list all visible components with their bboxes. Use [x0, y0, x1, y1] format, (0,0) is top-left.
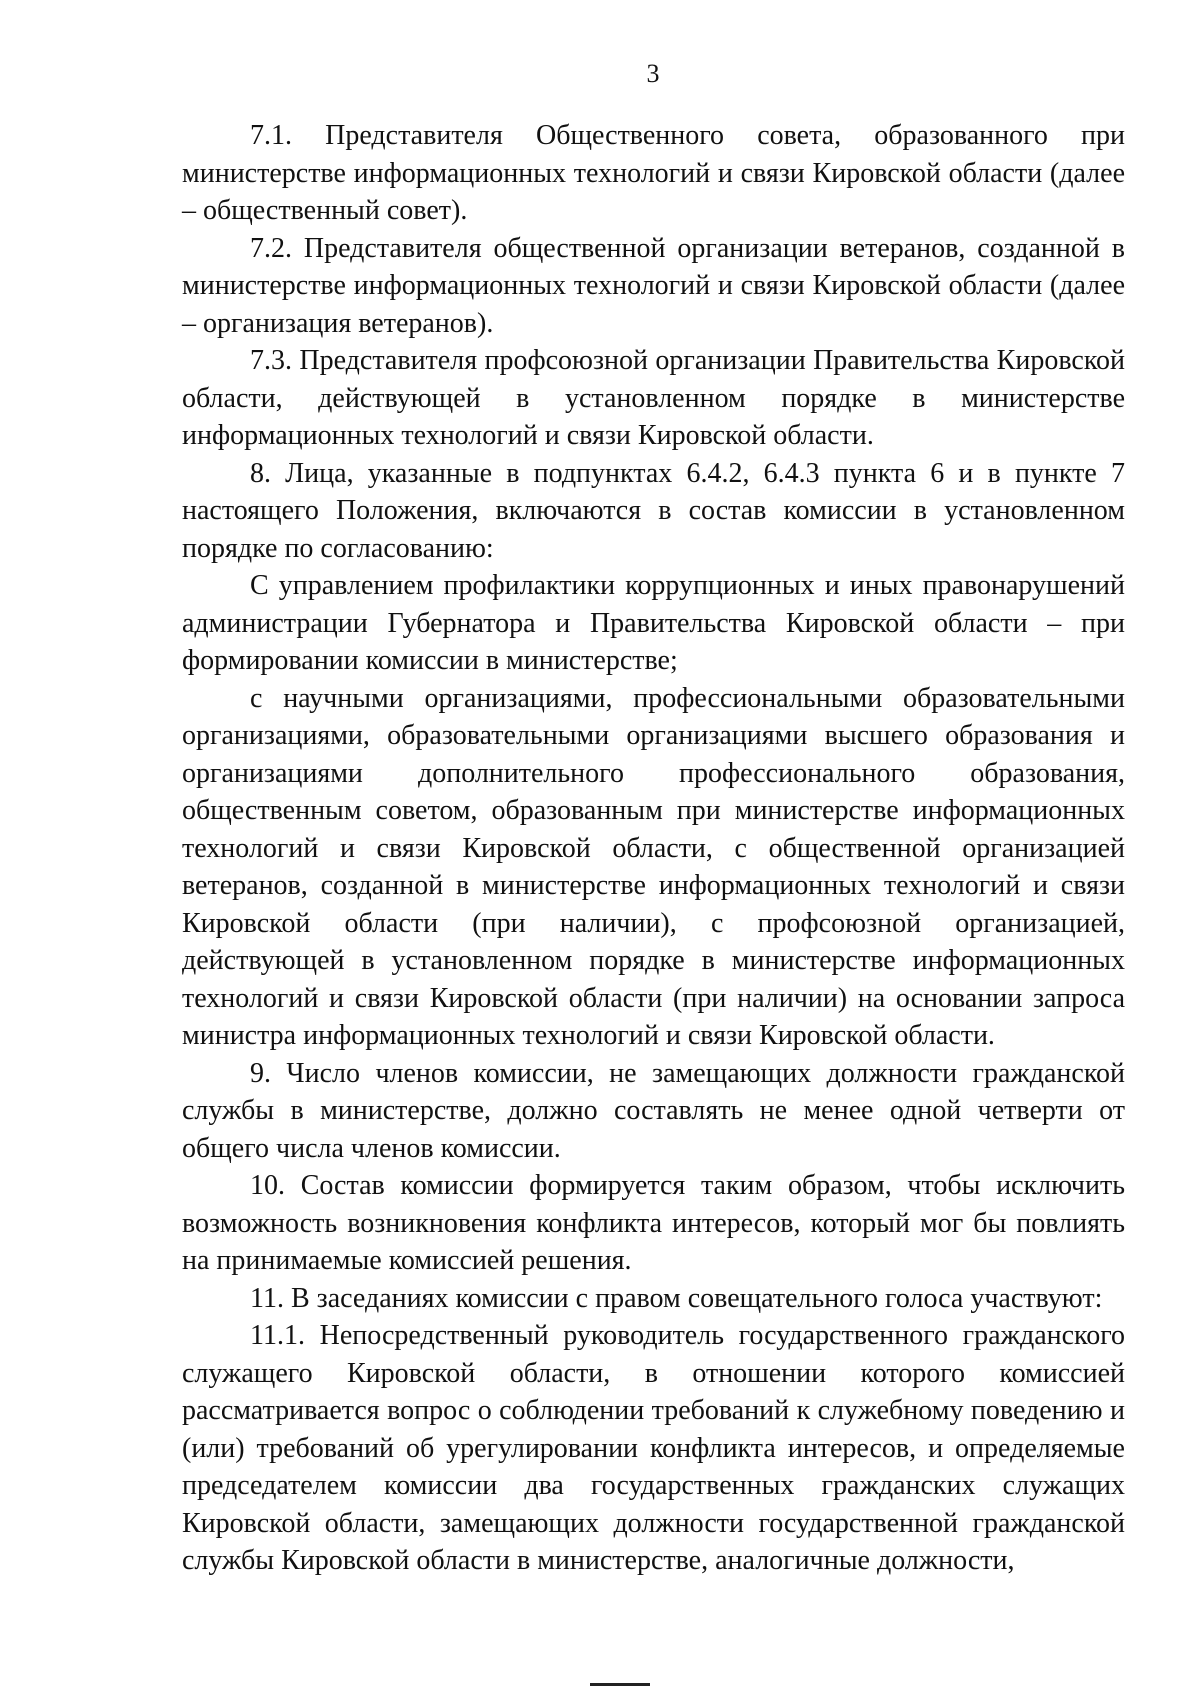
paragraph-11-1: 11.1. Непосредственный руководитель государственного гражданского служащего Кировской области, в отношении которого комиссией рассматривается вопрос о соблюдении требований к служебному поведению и (или) требований об урегулировании конфликта интересов, и определяемые председателем комиссии два государственных гражданских служащих Кировской области, замещающих должности государственной гражданской службы Кировской области в министерстве, аналогичные должности,	[182, 1320, 1125, 1576]
page-number: 3	[646, 59, 660, 88]
scan-mark	[590, 1683, 650, 1686]
document-body	[182, 117, 1125, 1580]
paragraph-8-agreement-1: С управлением профилактики коррупционных и иных правонарушений администрации Губернатора и Правительства Кировской области – при формировании комиссии в министерстве;	[182, 570, 1125, 676]
paragraph-11: 11. В заседаниях комиссии с правом совещательного голоса участвуют:	[250, 1282, 1103, 1314]
paragraph-7-3: 7.3. Представителя профсоюзной организации Правительства Кировской области, действующей в установленном порядке в министерстве информационных технологий и связи Кировской области.	[182, 345, 1125, 451]
paragraph-8-agreement-2: с научными организациями, профессиональными образовательными организациями, образовательными организациями высшего образования и организациями дополнительного профессионального образования, общественным советом, образованным при министерстве информационных технологий и связи Кировской области, с общественной организацией ветеранов, созданной в министерстве информационных технологий и связи Кировской области (при наличии), с профсоюзной организацией, действующей в установленном порядке в министерстве информационных технологий и связи Кировской области (при наличии) на основании запроса министра информационных технологий и связи Кировской области.	[182, 682, 1125, 1051]
paragraph-8: 8. Лица, указанные в подпунктах 6.4.2, 6.4.3 пункта 6 и в пункте 7 настоящего Положения, включаются в состав комиссии в установленном порядке по согласованию:	[182, 457, 1125, 564]
paragraph-9: 9. Число членов комиссии, не замещающих должности гражданской службы в министерстве, должно составлять не менее одной четверти от общего числа членов комиссии.	[182, 1057, 1125, 1164]
paragraph-7-1: 7.1. Представителя Общественного совета, образованного при министерстве информационных технологий и связи Кировской области (далее – общественный совет).	[182, 120, 1125, 226]
paragraph-10: 10. Состав комиссии формируется таким образом, чтобы исключить возможность возникновения конфликта интересов, который мог бы повлиять на принимаемые комиссией решения.	[182, 1170, 1125, 1276]
paragraph-7-2: 7.2. Представителя общественной организации ветеранов, созданной в министерстве информационных технологий и связи Кировской области (далее – организация ветеранов).	[182, 232, 1125, 339]
